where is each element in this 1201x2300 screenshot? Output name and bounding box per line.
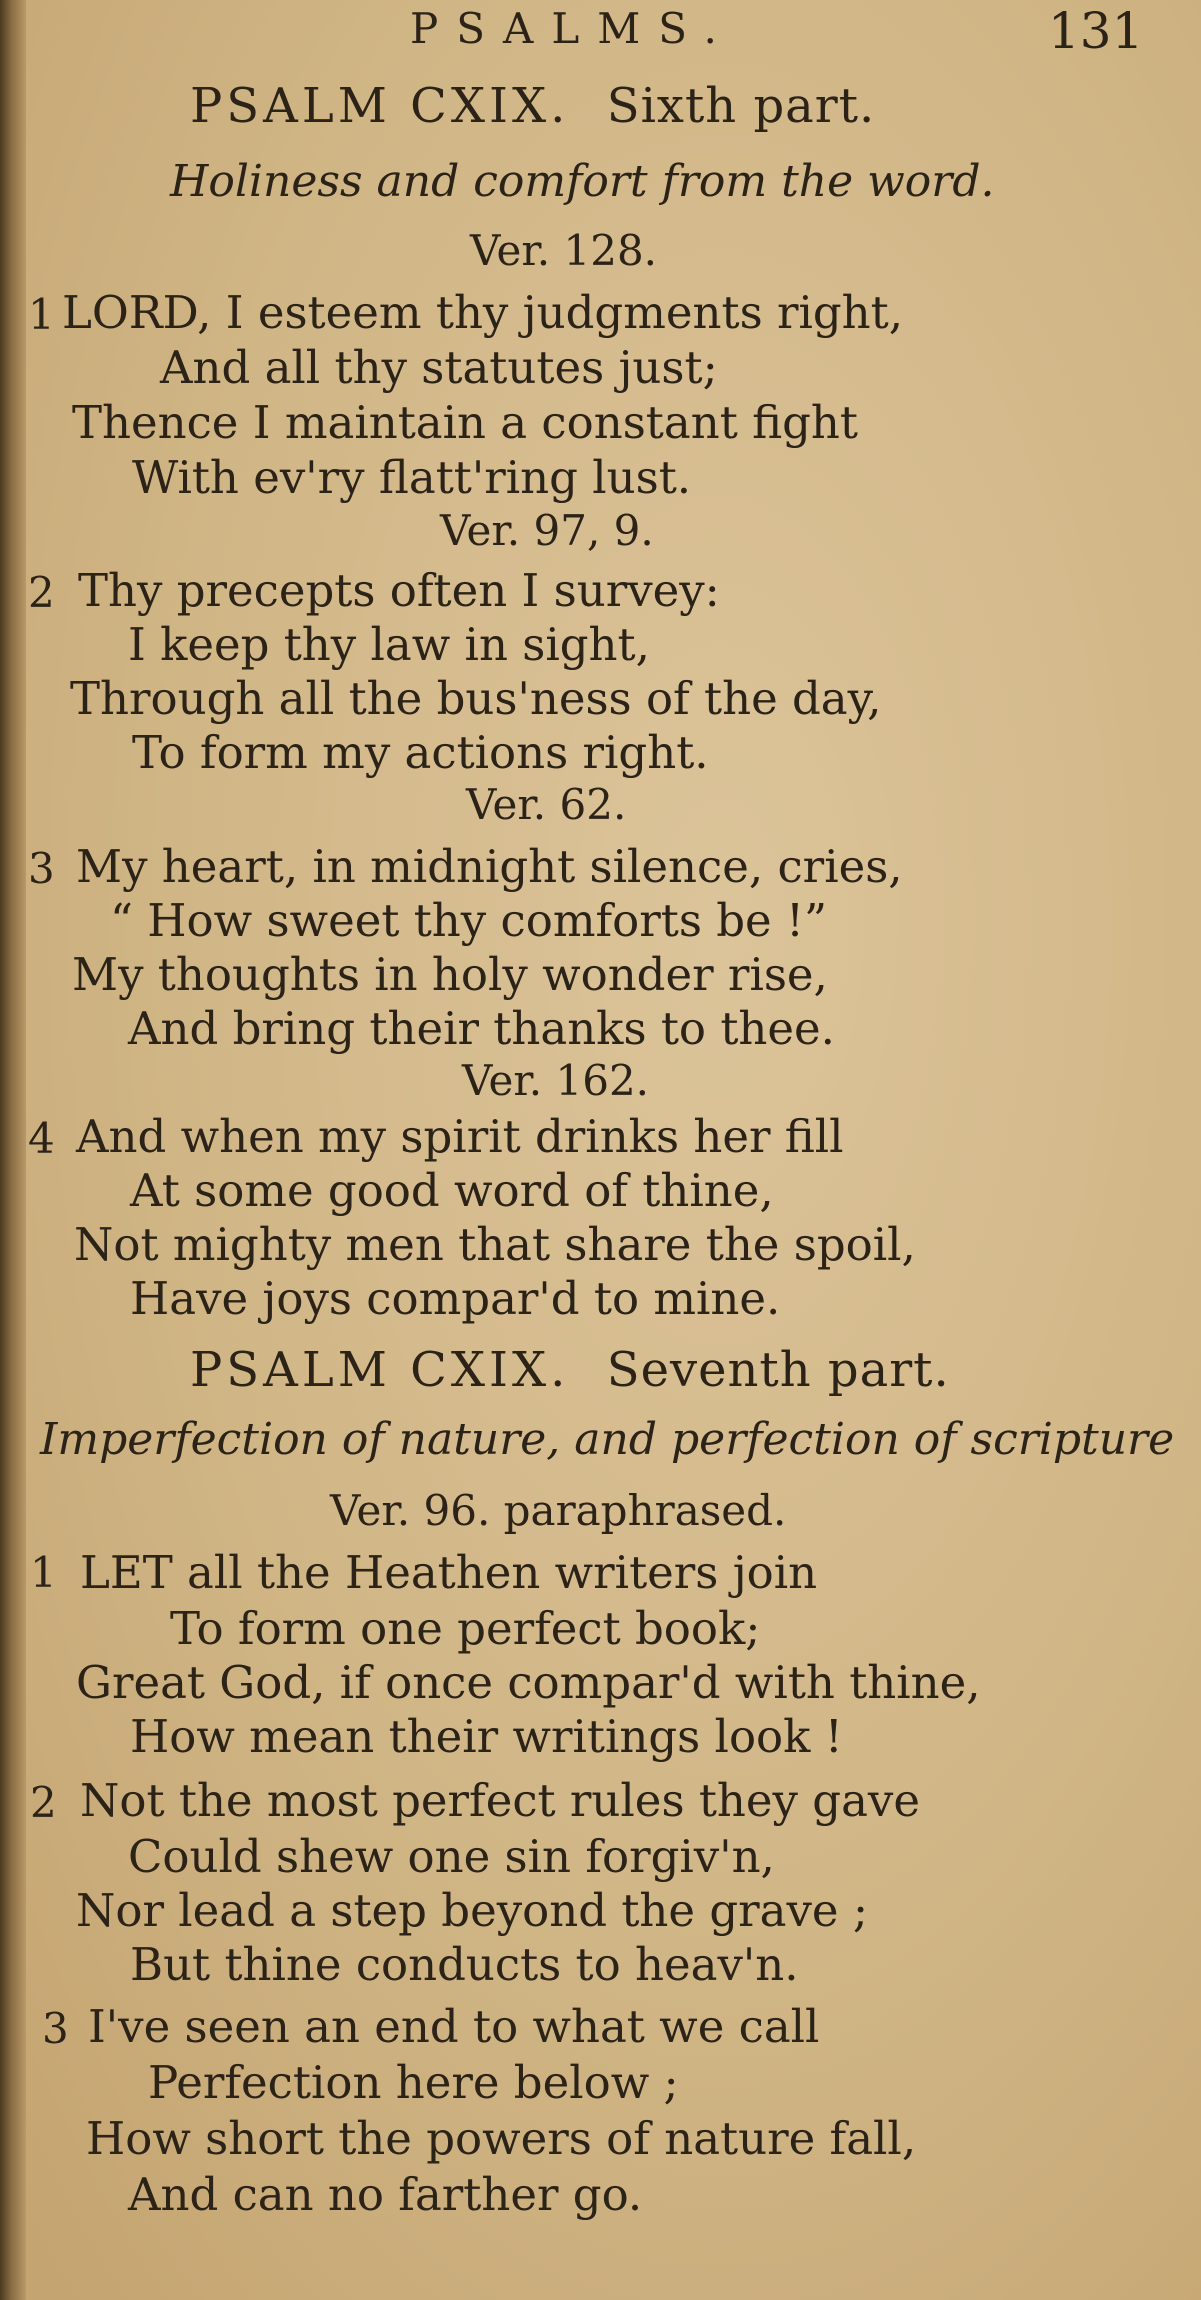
verse-line: How mean their writings look !: [130, 1710, 843, 1763]
verse-line: “ How sweet thy comforts be !”: [110, 894, 828, 947]
verse-line: LORD, I esteem thy judgments right,: [62, 286, 904, 339]
verse-line: And all thy statutes just;: [160, 341, 718, 394]
stanza-number: 3: [42, 2004, 69, 2053]
verse-line: At some good word of thine,: [130, 1164, 774, 1217]
psalm-number: PSALM CXIX.: [190, 78, 570, 134]
verse-line: Not mighty men that share the spoil,: [74, 1218, 916, 1271]
verse-reference: Ver. 62.: [466, 780, 627, 829]
verse-reference: Ver. 97, 9.: [440, 506, 654, 555]
verse-line: Have joys compar'd to mine.: [130, 1272, 781, 1325]
verse-line: And bring their thanks to thee.: [128, 1002, 835, 1055]
section-subtitle: Holiness and comfort from the word.: [170, 156, 995, 207]
stanza-number: 2: [28, 568, 55, 617]
verse-line: But thine conducts to heav'n.: [130, 1938, 799, 1991]
verse-line: Not the most perfect rules they gave: [80, 1774, 920, 1827]
verse-line: Thy precepts often I survey:: [78, 564, 720, 617]
book-gutter: [0, 0, 26, 2300]
verse-line: I keep thy law in sight,: [128, 618, 650, 671]
verse-line: And when my spirit drinks her fill: [76, 1110, 844, 1163]
stanza-number: 2: [30, 1778, 57, 1827]
verse-line: My thoughts in holy wonder rise,: [72, 948, 828, 1001]
verse-line: I've seen an end to what we call: [88, 2000, 820, 2053]
running-head: PSALMS.: [410, 4, 735, 53]
section-title: [190, 1342, 950, 1398]
stanza-number: 3: [28, 844, 55, 893]
verse-line: Could shew one sin forgiv'n,: [128, 1830, 775, 1883]
verse-line: With ev'ry flatt'ring lust.: [132, 451, 692, 504]
verse-line: Thence I maintain a constant fight: [72, 396, 858, 449]
verse-line: Nor lead a step beyond the grave ;: [76, 1884, 869, 1937]
section-subtitle: Imperfection of nature, and perfection of scripture: [40, 1414, 1175, 1465]
verse-line: How short the powers of nature fall,: [86, 2112, 917, 2165]
part-label: Seventh part.: [606, 1342, 950, 1398]
verse-line: LET all the Heathen writers join: [80, 1546, 818, 1599]
part-label: Sixth part.: [606, 78, 876, 134]
verse-line: Through all the bus'ness of the day,: [70, 672, 882, 725]
verse-reference: Ver. 162.: [462, 1056, 650, 1105]
verse-line: Great God, if once compar'd with thine,: [76, 1656, 981, 1709]
stanza-number: 4: [28, 1114, 55, 1163]
verse-line: And can no farther go.: [128, 2168, 643, 2221]
verse-line: Perfection here below ;: [148, 2056, 679, 2109]
verse-line: My heart, in midnight silence, cries,: [76, 840, 903, 893]
verse-reference: Ver. 128.: [470, 226, 658, 275]
stanza-number: 1: [28, 290, 55, 339]
verse-line: To form one perfect book;: [170, 1602, 761, 1655]
section-title: [190, 78, 876, 134]
verse-line: To form my actions right.: [132, 726, 709, 779]
psalm-number: PSALM CXIX.: [190, 1342, 570, 1398]
stanza-number: 1: [30, 1548, 57, 1597]
page-number: 131: [1048, 2, 1144, 60]
verse-reference: Ver. 96. paraphrased.: [330, 1486, 787, 1535]
